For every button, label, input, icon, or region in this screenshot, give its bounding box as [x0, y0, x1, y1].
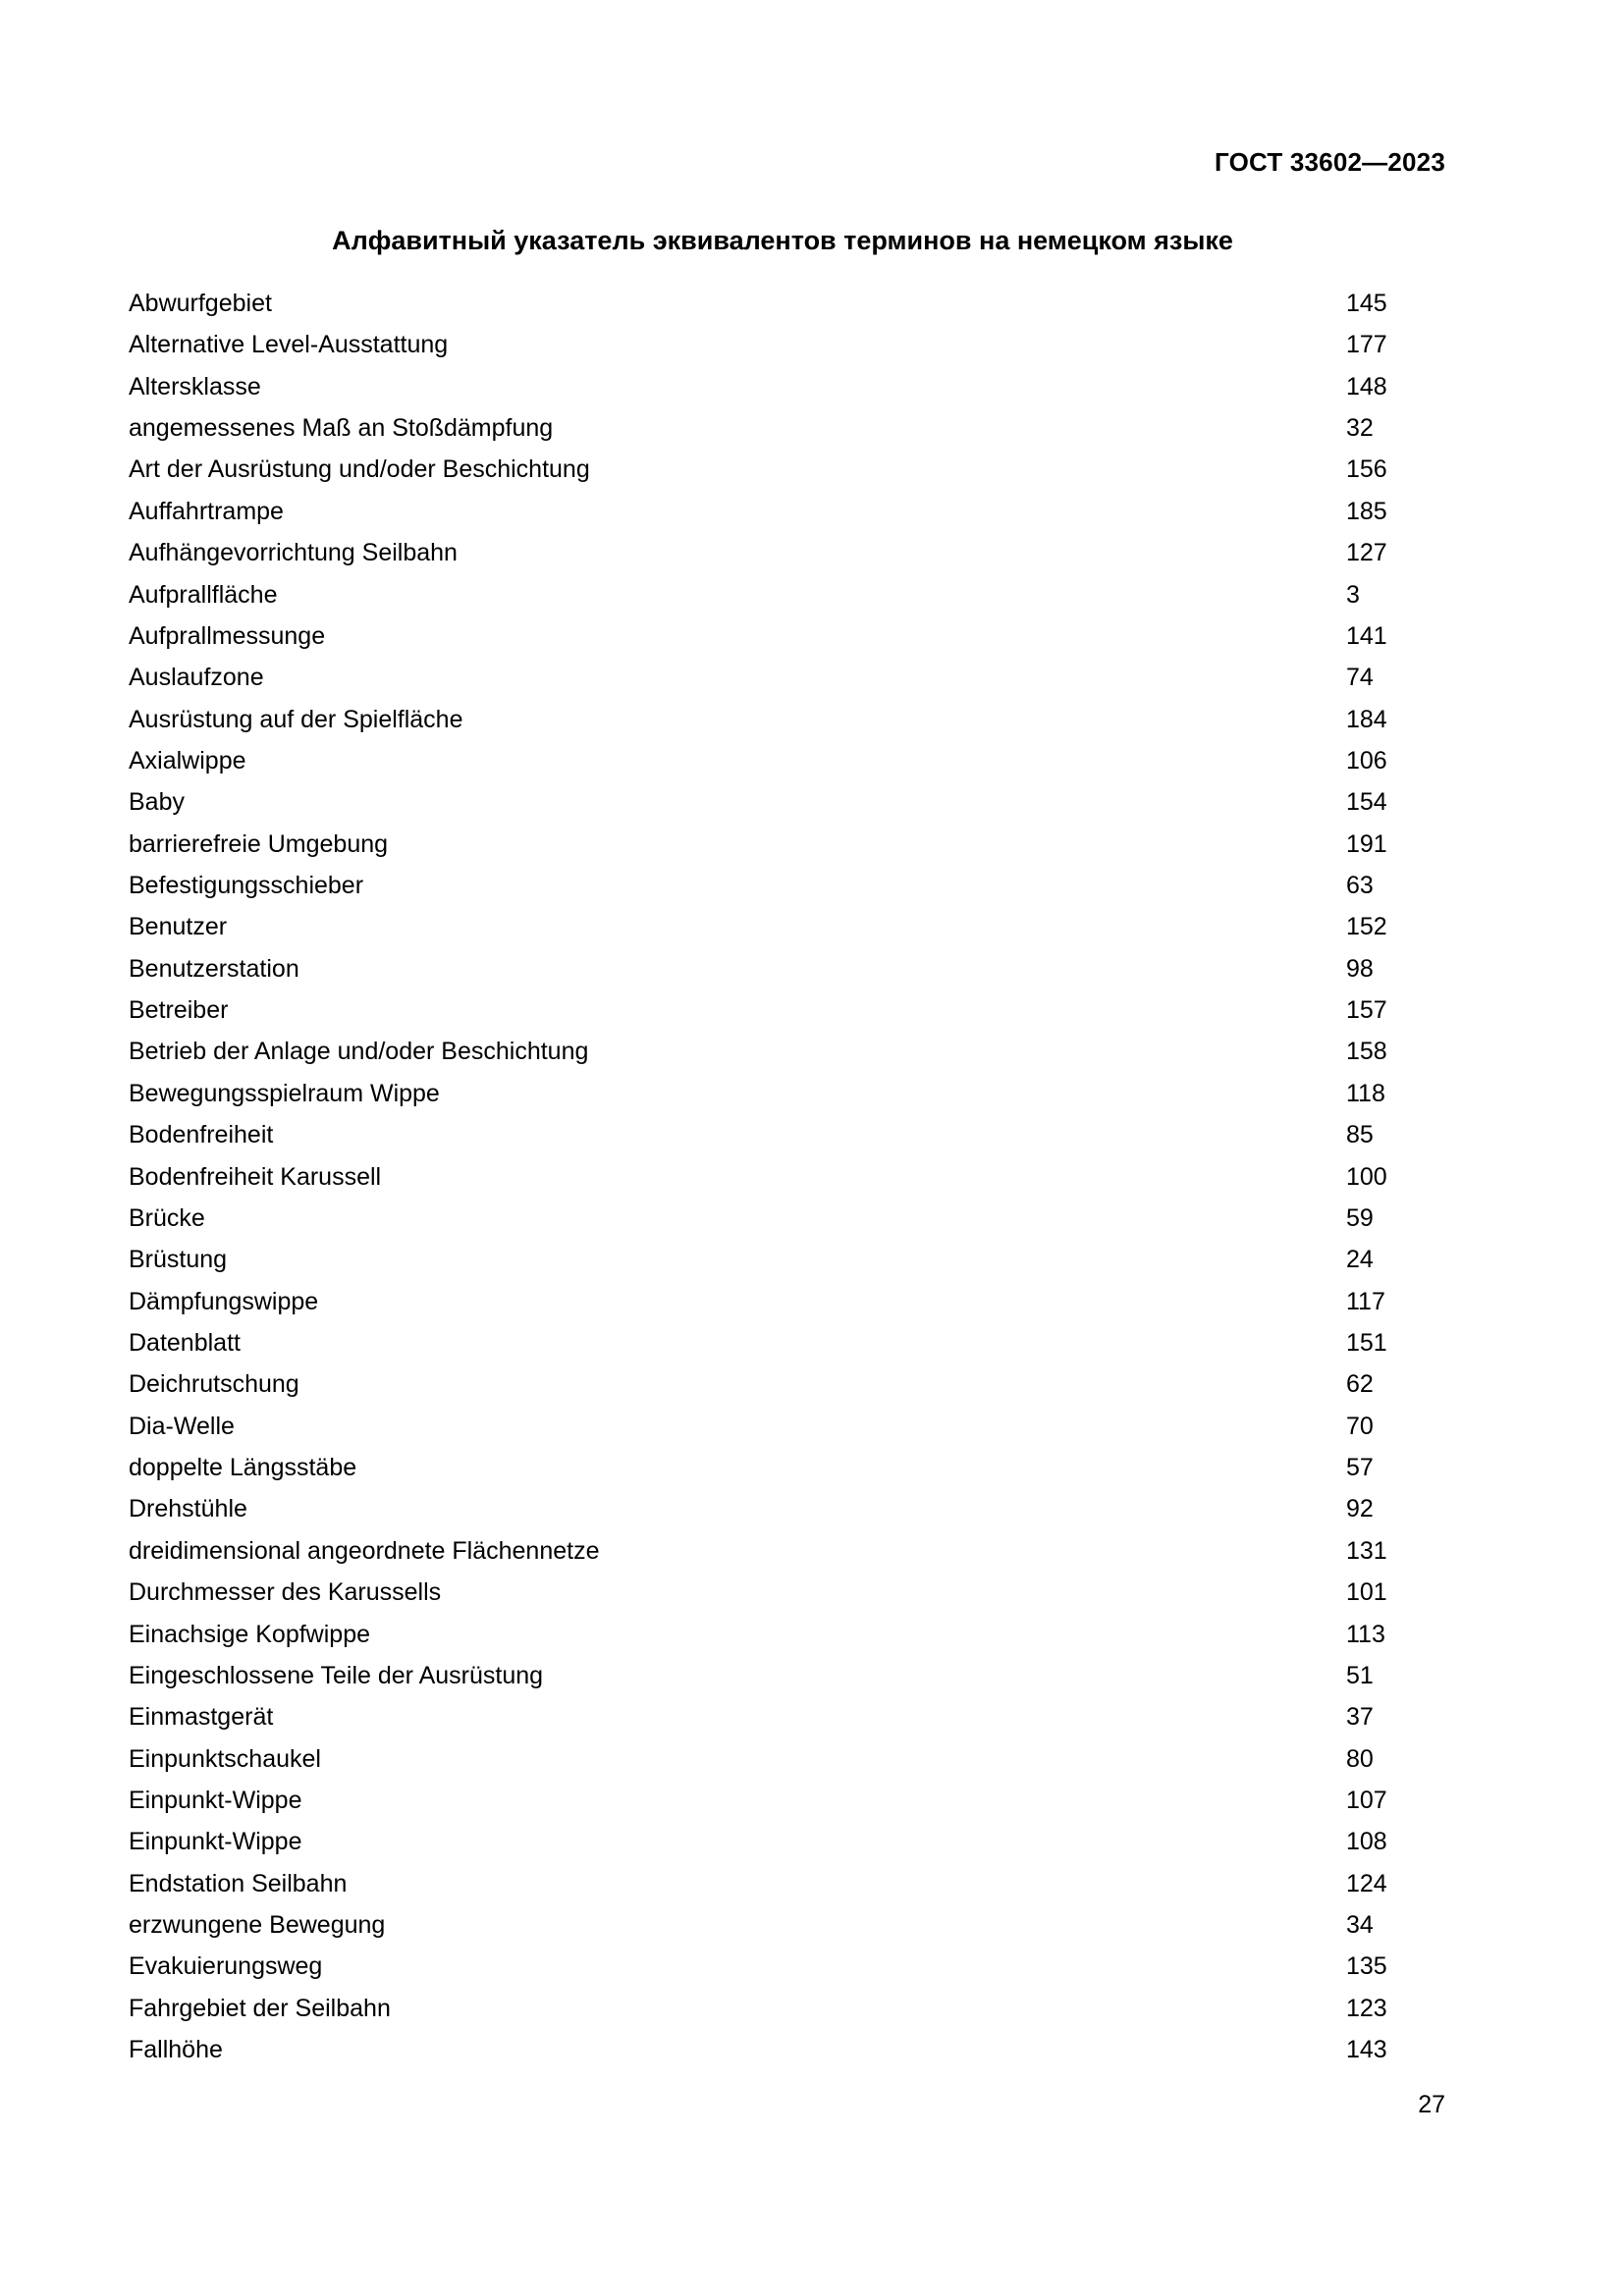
- index-entry-term: Evakuierungsweg: [129, 1952, 323, 1981]
- index-entry-ref: 184: [1346, 705, 1387, 733]
- index-entry-ref: 157: [1346, 996, 1387, 1025]
- index-entry: [129, 699, 1454, 740]
- index-entry-ref: 59: [1346, 1203, 1374, 1232]
- index-entry: [129, 740, 1454, 781]
- index-entry: [129, 1863, 1454, 1904]
- index-entry: [129, 1572, 1454, 1613]
- index-entry: [129, 1322, 1454, 1363]
- index-entry: [129, 1696, 1454, 1737]
- index-entry-term: Aufprallmessunge: [129, 621, 326, 650]
- index-entry-ref: 74: [1346, 664, 1374, 692]
- index-entry-term: Fahrgebiet der Seilbahn: [129, 1994, 391, 2022]
- index-entry-term: Alternative Level-Ausstattung: [129, 331, 449, 359]
- index-entry-ref: 191: [1346, 829, 1387, 858]
- index-entry-ref: 148: [1346, 372, 1387, 400]
- index-entry: [129, 1031, 1454, 1072]
- index-entry-term: Art der Ausrüstung und/oder Beschichtung: [129, 455, 590, 484]
- index-entry-ref: 117: [1346, 1287, 1385, 1315]
- index-entry-term: Einpunkt-Wippe: [129, 1786, 302, 1814]
- index-entry-term: Bewegungsspielraum Wippe: [129, 1079, 440, 1107]
- index-entry: [129, 1780, 1454, 1821]
- index-entry: [129, 1114, 1454, 1155]
- index-entry: [129, 1988, 1454, 2029]
- index-entry-ref: 145: [1346, 290, 1387, 317]
- index-entry-term: Endstation Seilbahn: [129, 1869, 348, 1897]
- index-entry-term: Dia-Welle: [129, 1412, 235, 1440]
- index-entry-term: Betreiber: [129, 996, 229, 1025]
- index-entry: [129, 824, 1454, 865]
- index-entry-ref: 100: [1346, 1162, 1387, 1191]
- index-entry: [129, 657, 1454, 698]
- index-entry: [129, 615, 1454, 657]
- index-entry-ref: 185: [1346, 497, 1387, 525]
- index-entry-term: Benutzerstation: [129, 954, 299, 983]
- index-entry-term: Aufprallfläche: [129, 580, 278, 609]
- index-entry: [129, 1904, 1454, 1946]
- index-entry-term: Betrieb der Anlage und/oder Beschichtung: [129, 1038, 589, 1066]
- index-entry-term: Aufhängevorrichtung Seilbahn: [129, 539, 458, 567]
- index-entry: [129, 865, 1454, 906]
- index-entry-term: erzwungene Bewegung: [129, 1911, 386, 1940]
- index-entry: [129, 366, 1454, 407]
- index-entry-ref: 57: [1346, 1454, 1374, 1482]
- index-entry-term: Befestigungsschieber: [129, 872, 364, 900]
- index-entry-term: angemessenes Maß an Stoßdämpfung: [129, 414, 554, 443]
- index-entry-ref: 107: [1346, 1786, 1387, 1814]
- index-entry-term: Auslaufzone: [129, 664, 264, 692]
- index-entry-ref: 62: [1346, 1370, 1374, 1399]
- index-entry-term: Bodenfreiheit Karussell: [129, 1162, 382, 1191]
- index-entry-term: Ausrüstung auf der Spielfläche: [129, 705, 463, 733]
- index-entry-ref: 106: [1346, 746, 1387, 774]
- index-entry-term: barrierefreie Umgebung: [129, 829, 389, 858]
- index-entry-list: [129, 283, 1454, 2070]
- index-entry: [129, 948, 1454, 989]
- index-entry-ref: 32: [1346, 414, 1374, 443]
- index-entry-term: Fallhöhe: [129, 2036, 223, 2064]
- index-entry-term: Eingeschlossene Teile der Ausrüstung: [129, 1661, 544, 1689]
- index-entry: [129, 449, 1454, 490]
- index-entry: [129, 781, 1454, 823]
- index-entry-term: Drehstühle: [129, 1495, 247, 1523]
- index-entry: [129, 2029, 1454, 2070]
- index-entry: [129, 1738, 1454, 1780]
- index-entry-ref: 143: [1346, 2036, 1387, 2064]
- index-entry: [129, 324, 1454, 365]
- index-entry: [129, 1073, 1454, 1114]
- index-entry: [129, 1156, 1454, 1198]
- index-entry: [129, 532, 1454, 573]
- index-entry: [129, 407, 1454, 449]
- index-entry: [129, 283, 1454, 324]
- index-entry: [129, 574, 1454, 615]
- index-entry: [129, 1363, 1454, 1405]
- index-entry-ref: 85: [1346, 1121, 1374, 1149]
- index-entry-ref: 113: [1346, 1620, 1385, 1648]
- index-entry-ref: 70: [1346, 1412, 1374, 1440]
- index-entry-ref: 135: [1346, 1952, 1387, 1981]
- index-title: Алфавитный указатель эквивалентов терминов на немецком языке: [332, 226, 1233, 255]
- page-number: 27: [1418, 2091, 1445, 2118]
- index-entry-ref: 123: [1346, 1994, 1387, 2022]
- index-entry: [129, 491, 1454, 532]
- index-entry-ref: 131: [1346, 1536, 1387, 1565]
- index-entry-term: Benutzer: [129, 913, 228, 941]
- index-entry-ref: 51: [1346, 1661, 1374, 1689]
- index-entry-term: Einmastgerät: [129, 1703, 274, 1732]
- index-entry-ref: 152: [1346, 913, 1387, 941]
- index-entry: [129, 1198, 1454, 1239]
- index-entry-ref: 37: [1346, 1703, 1374, 1732]
- index-entry-term: Dämpfungswippe: [129, 1287, 319, 1315]
- index-entry: [129, 1530, 1454, 1572]
- index-entry: [129, 1406, 1454, 1447]
- index-entry-term: Durchmesser des Karussells: [129, 1578, 442, 1607]
- index-entry-ref: 92: [1346, 1495, 1374, 1523]
- index-entry: [129, 1614, 1454, 1655]
- index-entry-ref: 127: [1346, 539, 1387, 567]
- index-entry-term: Brüstung: [129, 1246, 228, 1274]
- index-entry-ref: 63: [1346, 872, 1374, 900]
- index-entry-ref: 3: [1346, 580, 1360, 609]
- index-entry: [129, 1946, 1454, 1987]
- index-entry-ref: 108: [1346, 1828, 1387, 1856]
- index-entry-ref: 24: [1346, 1246, 1374, 1274]
- index-entry-ref: 124: [1346, 1869, 1387, 1897]
- index-entry: [129, 1447, 1454, 1488]
- index-entry: [129, 1239, 1454, 1280]
- index-entry-ref: 154: [1346, 788, 1387, 817]
- index-entry-term: Altersklasse: [129, 372, 261, 400]
- index-entry-term: Baby: [129, 788, 185, 817]
- index-entry: [129, 989, 1454, 1031]
- index-entry: [129, 1821, 1454, 1862]
- index-entry-term: Datenblatt: [129, 1328, 241, 1357]
- index-entry-term: Abwurfgebiet: [129, 290, 272, 317]
- index-entry-ref: 158: [1346, 1038, 1387, 1066]
- index-entry-ref: 101: [1346, 1578, 1387, 1607]
- index-entry: [129, 1488, 1454, 1529]
- index-entry: [129, 1655, 1454, 1696]
- index-entry-ref: 141: [1346, 621, 1387, 650]
- index-entry-ref: 156: [1346, 455, 1387, 484]
- index-entry-term: Brücke: [129, 1203, 205, 1232]
- index-entry-term: dreidimensional angeordnete Flächennetze: [129, 1536, 600, 1565]
- index-entry-term: Auffahrtrampe: [129, 497, 284, 525]
- index-entry: [129, 1281, 1454, 1322]
- index-entry-term: doppelte Längsstäbe: [129, 1454, 357, 1482]
- index-entry-term: Axialwippe: [129, 746, 246, 774]
- index-entry-term: Einpunkt-Wippe: [129, 1828, 302, 1856]
- index-entry-ref: 177: [1346, 331, 1387, 359]
- index-entry-ref: 80: [1346, 1744, 1374, 1773]
- index-entry-term: Einpunktschaukel: [129, 1744, 321, 1773]
- index-entry-term: Einachsige Kopfwippe: [129, 1620, 370, 1648]
- index-entry-ref: 98: [1346, 954, 1374, 983]
- index-entry-ref: 34: [1346, 1911, 1374, 1940]
- index-entry-ref: 118: [1346, 1079, 1385, 1107]
- index-entry-term: Bodenfreiheit: [129, 1121, 274, 1149]
- index-entry-ref: 151: [1346, 1328, 1387, 1357]
- index-entry-term: Deichrutschung: [129, 1370, 299, 1399]
- index-entry: [129, 906, 1454, 947]
- document-header: ГОСТ 33602—2023: [1215, 147, 1445, 177]
